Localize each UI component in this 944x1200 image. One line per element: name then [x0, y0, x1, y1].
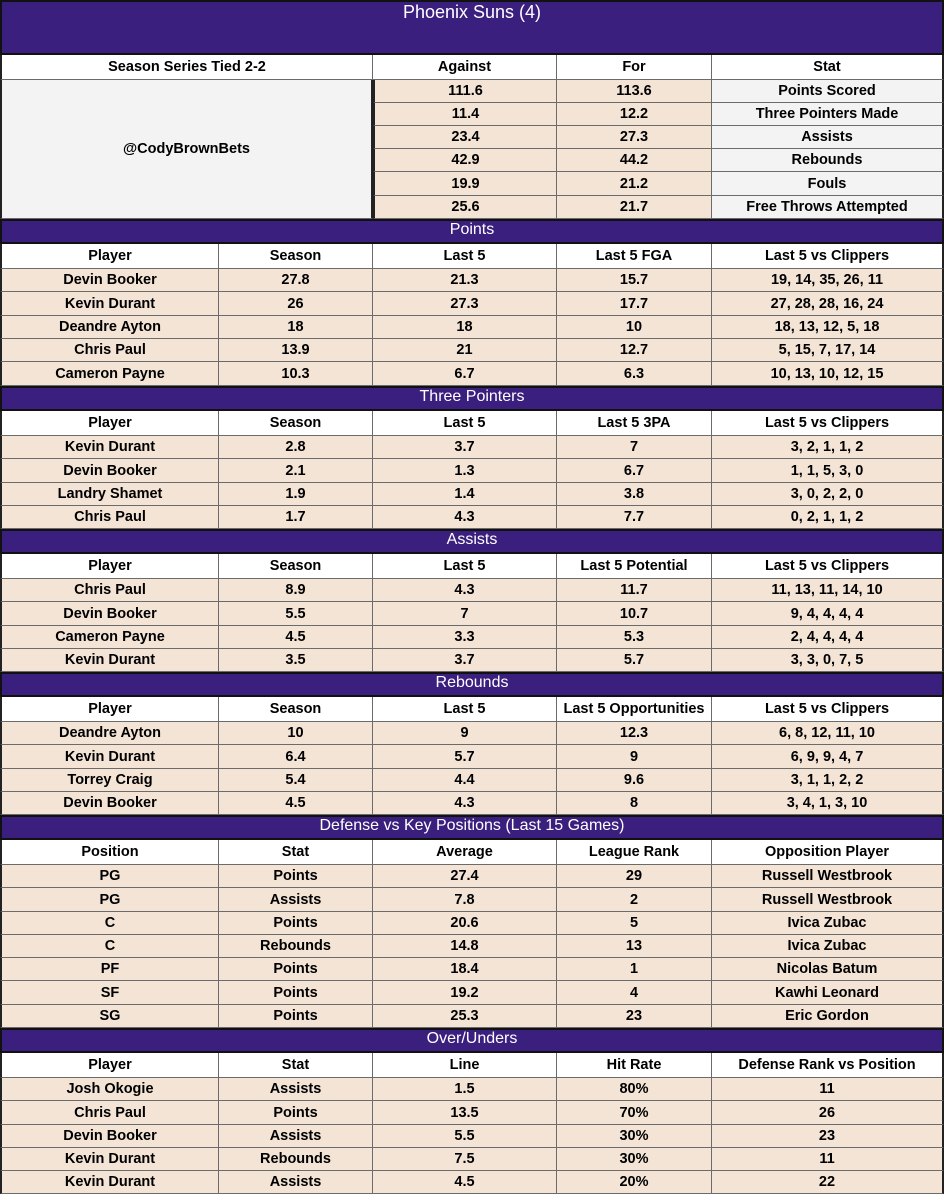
column-header-col-3: Line	[373, 1053, 557, 1078]
table-row	[0, 1148, 944, 1171]
summary-header-row	[0, 55, 944, 80]
table-cell-col-1: Kevin Durant	[0, 436, 219, 459]
column-header-col-3: Last 5	[373, 697, 557, 722]
table-row	[0, 506, 944, 529]
table-cell-col-3: 20.6	[373, 912, 557, 935]
table-cell-col-5: 11, 13, 11, 14, 10	[712, 579, 944, 602]
summary-header-against: Against	[373, 55, 557, 80]
table-cell-col-2: Rebounds	[219, 1148, 373, 1171]
table-cell-col-3: 6.7	[373, 362, 557, 386]
column-header-col-1: Player	[0, 697, 219, 722]
table-row	[0, 339, 944, 362]
table-cell-col-1: Chris Paul	[0, 579, 219, 602]
table-cell-col-2: 4.5	[219, 626, 373, 649]
table-row	[0, 459, 944, 483]
table-cell-col-4: 29	[557, 865, 712, 888]
column-header-col-5: Last 5 vs Clippers	[712, 697, 944, 722]
table-row	[0, 722, 944, 745]
table-cell-col-3: 3.3	[373, 626, 557, 649]
column-header-col-1: Player	[0, 1053, 219, 1078]
table-cell-col-1: Kevin Durant	[0, 1148, 219, 1171]
table-cell-col-2: 4.5	[219, 792, 373, 815]
for-value: 44.2	[557, 149, 712, 172]
summary-row	[373, 126, 944, 149]
table-cell-col-3: 14.8	[373, 935, 557, 958]
column-header-col-4: Hit Rate	[557, 1053, 712, 1078]
column-header-col-3: Last 5	[373, 244, 557, 269]
table-cell-col-1: SF	[0, 981, 219, 1005]
against-value: 111.6	[373, 80, 557, 103]
table-cell-col-3: 9	[373, 722, 557, 745]
table-cell-col-3: 21	[373, 339, 557, 362]
table-row	[0, 292, 944, 316]
section-title: Points	[449, 221, 495, 238]
against-value: 23.4	[373, 126, 557, 149]
table-cell-col-4: 70%	[557, 1101, 712, 1125]
sheet-title-band	[0, 0, 944, 55]
table-cell-col-3: 1.4	[373, 483, 557, 506]
table-cell-col-1: Chris Paul	[0, 339, 219, 362]
summary-header-stat: Stat	[712, 55, 944, 80]
section-header-row	[0, 554, 944, 579]
summary-header-for: For	[557, 55, 712, 80]
stat-name: Points Scored	[712, 80, 944, 103]
table-cell-col-5: 11	[712, 1148, 944, 1171]
column-header-col-1: Player	[0, 554, 219, 579]
table-row	[0, 981, 944, 1005]
stat-name: Three Pointers Made	[712, 103, 944, 126]
section-title: Over/Unders	[426, 1030, 518, 1047]
table-cell-col-4: 5	[557, 912, 712, 935]
table-cell-col-4: 2	[557, 888, 712, 912]
summary-row	[373, 103, 944, 126]
table-cell-col-3: 1.3	[373, 459, 557, 483]
table-cell-col-4: 12.7	[557, 339, 712, 362]
column-header-col-2: Stat	[219, 840, 373, 865]
table-row	[0, 316, 944, 339]
section-title: Rebounds	[435, 674, 509, 691]
table-cell-col-5: Eric Gordon	[712, 1005, 944, 1028]
table-cell-col-5: 0, 2, 1, 1, 2	[712, 506, 944, 529]
column-header-col-4: Last 5 Potential	[557, 554, 712, 579]
against-value: 11.4	[373, 103, 557, 126]
table-cell-col-1: Devin Booker	[0, 602, 219, 626]
table-cell-col-4: 3.8	[557, 483, 712, 506]
table-cell-col-5: 3, 1, 1, 2, 2	[712, 769, 944, 792]
table-cell-col-4: 7	[557, 436, 712, 459]
table-cell-col-2: 26	[219, 292, 373, 316]
table-cell-col-3: 1.5	[373, 1078, 557, 1101]
for-value: 27.3	[557, 126, 712, 149]
summary-block	[0, 80, 944, 219]
table-cell-col-5: 27, 28, 28, 16, 24	[712, 292, 944, 316]
table-cell-col-2: Points	[219, 1005, 373, 1028]
column-header-col-2: Stat	[219, 1053, 373, 1078]
table-row	[0, 579, 944, 602]
section-header-row	[0, 244, 944, 269]
table-cell-col-1: Devin Booker	[0, 269, 219, 292]
table-cell-col-3: 4.4	[373, 769, 557, 792]
table-row	[0, 769, 944, 792]
table-cell-col-2: Assists	[219, 888, 373, 912]
column-header-col-2: Season	[219, 554, 373, 579]
table-cell-col-5: Ivica Zubac	[712, 935, 944, 958]
column-header-col-4: Last 5 FGA	[557, 244, 712, 269]
table-cell-col-3: 4.3	[373, 506, 557, 529]
table-row	[0, 888, 944, 912]
table-cell-col-5: 23	[712, 1125, 944, 1148]
table-cell-col-5: 3, 2, 1, 1, 2	[712, 436, 944, 459]
section-header-row	[0, 840, 944, 865]
summary-header-series: Season Series Tied 2-2	[0, 55, 373, 80]
table-cell-col-2: Points	[219, 1101, 373, 1125]
table-cell-col-5: 3, 0, 2, 2, 0	[712, 483, 944, 506]
stat-name: Assists	[712, 126, 944, 149]
table-cell-col-5: 6, 8, 12, 11, 10	[712, 722, 944, 745]
column-header-col-4: Last 5 Opportunities	[557, 697, 712, 722]
table-cell-col-1: PF	[0, 958, 219, 981]
summary-row	[373, 149, 944, 172]
column-header-col-4: Last 5 3PA	[557, 411, 712, 436]
section-band	[0, 529, 944, 554]
section-band	[0, 672, 944, 697]
table-cell-col-3: 7	[373, 602, 557, 626]
table-cell-col-1: Landry Shamet	[0, 483, 219, 506]
table-cell-col-2: 1.7	[219, 506, 373, 529]
sheet-title: Phoenix Suns (4)	[402, 2, 542, 22]
table-cell-col-3: 4.3	[373, 579, 557, 602]
column-header-col-5: Last 5 vs Clippers	[712, 411, 944, 436]
twitter-handle: @CodyBrownBets	[0, 80, 373, 219]
table-cell-col-1: Torrey Craig	[0, 769, 219, 792]
for-value: 21.7	[557, 196, 712, 219]
table-cell-col-4: 1	[557, 958, 712, 981]
table-cell-col-3: 5.7	[373, 745, 557, 769]
table-cell-col-5: Russell Westbrook	[712, 888, 944, 912]
table-row	[0, 1101, 944, 1125]
section-band	[0, 1028, 944, 1053]
table-cell-col-3: 21.3	[373, 269, 557, 292]
for-value: 113.6	[557, 80, 712, 103]
table-row	[0, 483, 944, 506]
table-row	[0, 865, 944, 888]
table-row	[0, 935, 944, 958]
table-cell-col-1: Chris Paul	[0, 506, 219, 529]
table-row	[0, 792, 944, 815]
table-cell-col-2: Rebounds	[219, 935, 373, 958]
table-cell-col-3: 4.5	[373, 1171, 557, 1194]
table-cell-col-3: 18	[373, 316, 557, 339]
stat-name: Rebounds	[712, 149, 944, 172]
stat-name: Free Throws Attempted	[712, 196, 944, 219]
table-cell-col-2: 5.5	[219, 602, 373, 626]
table-cell-col-1: Deandre Ayton	[0, 316, 219, 339]
table-cell-col-1: SG	[0, 1005, 219, 1028]
table-cell-col-3: 5.5	[373, 1125, 557, 1148]
section-header-row	[0, 1053, 944, 1078]
table-cell-col-1: Devin Booker	[0, 1125, 219, 1148]
column-header-col-1: Player	[0, 244, 219, 269]
against-value: 42.9	[373, 149, 557, 172]
table-cell-col-5: 2, 4, 4, 4, 4	[712, 626, 944, 649]
column-header-col-1: Position	[0, 840, 219, 865]
table-row	[0, 1005, 944, 1028]
table-cell-col-5: 3, 4, 1, 3, 10	[712, 792, 944, 815]
table-cell-col-5: 10, 13, 10, 12, 15	[712, 362, 944, 386]
table-row	[0, 1078, 944, 1101]
table-cell-col-1: Devin Booker	[0, 459, 219, 483]
for-value: 21.2	[557, 172, 712, 196]
table-cell-col-2: 2.1	[219, 459, 373, 483]
table-cell-col-2: Points	[219, 958, 373, 981]
section-header-row	[0, 411, 944, 436]
table-cell-col-4: 5.3	[557, 626, 712, 649]
summary-row	[373, 172, 944, 196]
table-cell-col-1: Kevin Durant	[0, 1171, 219, 1194]
table-cell-col-1: Kevin Durant	[0, 649, 219, 672]
column-header-col-5: Last 5 vs Clippers	[712, 244, 944, 269]
table-cell-col-2: 5.4	[219, 769, 373, 792]
table-cell-col-3: 3.7	[373, 436, 557, 459]
table-cell-col-1: Chris Paul	[0, 1101, 219, 1125]
for-value: 12.2	[557, 103, 712, 126]
table-cell-col-2: Points	[219, 981, 373, 1005]
table-cell-col-2: Points	[219, 912, 373, 935]
table-cell-col-4: 80%	[557, 1078, 712, 1101]
table-cell-col-5: 3, 3, 0, 7, 5	[712, 649, 944, 672]
table-cell-col-3: 3.7	[373, 649, 557, 672]
section-title: Defense vs Key Positions (Last 15 Games)	[319, 817, 625, 834]
table-cell-col-5: Nicolas Batum	[712, 958, 944, 981]
section-title: Assists	[446, 531, 498, 548]
table-cell-col-1: Kevin Durant	[0, 292, 219, 316]
table-cell-col-4: 30%	[557, 1148, 712, 1171]
table-cell-col-4: 12.3	[557, 722, 712, 745]
table-cell-col-4: 20%	[557, 1171, 712, 1194]
table-row	[0, 436, 944, 459]
table-row	[0, 1125, 944, 1148]
table-cell-col-5: 11	[712, 1078, 944, 1101]
table-cell-col-5: 18, 13, 12, 5, 18	[712, 316, 944, 339]
table-cell-col-4: 30%	[557, 1125, 712, 1148]
stat-name: Fouls	[712, 172, 944, 196]
table-cell-col-3: 18.4	[373, 958, 557, 981]
column-header-col-2: Season	[219, 697, 373, 722]
section-band	[0, 219, 944, 244]
table-cell-col-4: 9.6	[557, 769, 712, 792]
table-cell-col-3: 27.4	[373, 865, 557, 888]
table-cell-col-3: 27.3	[373, 292, 557, 316]
table-cell-col-2: 6.4	[219, 745, 373, 769]
column-header-col-1: Player	[0, 411, 219, 436]
table-cell-col-3: 7.5	[373, 1148, 557, 1171]
table-cell-col-4: 10	[557, 316, 712, 339]
table-cell-col-4: 17.7	[557, 292, 712, 316]
table-cell-col-4: 23	[557, 1005, 712, 1028]
table-cell-col-4: 6.3	[557, 362, 712, 386]
table-cell-col-5: 22	[712, 1171, 944, 1194]
table-cell-col-4: 8	[557, 792, 712, 815]
table-row	[0, 912, 944, 935]
column-header-col-5: Last 5 vs Clippers	[712, 554, 944, 579]
table-cell-col-4: 15.7	[557, 269, 712, 292]
table-cell-col-1: PG	[0, 888, 219, 912]
table-cell-col-1: PG	[0, 865, 219, 888]
table-row	[0, 626, 944, 649]
table-row	[0, 745, 944, 769]
table-cell-col-4: 11.7	[557, 579, 712, 602]
table-cell-col-1: C	[0, 912, 219, 935]
table-cell-col-1: Josh Okogie	[0, 1078, 219, 1101]
table-cell-col-5: 5, 15, 7, 17, 14	[712, 339, 944, 362]
table-cell-col-2: 2.8	[219, 436, 373, 459]
against-value: 19.9	[373, 172, 557, 196]
section-band	[0, 386, 944, 411]
section-header-row	[0, 697, 944, 722]
column-header-col-5: Defense Rank vs Position	[712, 1053, 944, 1078]
summary-row	[373, 196, 944, 219]
table-row	[0, 269, 944, 292]
table-cell-col-2: 1.9	[219, 483, 373, 506]
table-cell-col-2: 10	[219, 722, 373, 745]
column-header-col-5: Opposition Player	[712, 840, 944, 865]
table-cell-col-1: Cameron Payne	[0, 626, 219, 649]
table-row	[0, 362, 944, 386]
table-cell-col-2: 13.9	[219, 339, 373, 362]
table-cell-col-4: 6.7	[557, 459, 712, 483]
table-cell-col-2: 8.9	[219, 579, 373, 602]
table-cell-col-2: 3.5	[219, 649, 373, 672]
table-cell-col-3: 19.2	[373, 981, 557, 1005]
table-cell-col-5: 19, 14, 35, 26, 11	[712, 269, 944, 292]
table-cell-col-4: 5.7	[557, 649, 712, 672]
table-row	[0, 602, 944, 626]
table-cell-col-4: 10.7	[557, 602, 712, 626]
table-cell-col-5: Kawhi Leonard	[712, 981, 944, 1005]
section-title: Three Pointers	[419, 388, 525, 405]
section-band	[0, 815, 944, 840]
table-cell-col-4: 7.7	[557, 506, 712, 529]
table-row	[0, 649, 944, 672]
against-value: 25.6	[373, 196, 557, 219]
table-cell-col-1: Deandre Ayton	[0, 722, 219, 745]
table-cell-col-4: 9	[557, 745, 712, 769]
table-cell-col-2: Assists	[219, 1078, 373, 1101]
table-cell-col-2: Assists	[219, 1125, 373, 1148]
table-cell-col-1: Cameron Payne	[0, 362, 219, 386]
table-cell-col-1: C	[0, 935, 219, 958]
summary-row	[373, 80, 944, 103]
table-cell-col-5: Russell Westbrook	[712, 865, 944, 888]
table-row	[0, 958, 944, 981]
column-header-col-2: Season	[219, 244, 373, 269]
table-cell-col-5: Ivica Zubac	[712, 912, 944, 935]
table-cell-col-2: 18	[219, 316, 373, 339]
table-cell-col-1: Devin Booker	[0, 792, 219, 815]
table-cell-col-3: 7.8	[373, 888, 557, 912]
table-cell-col-3: 25.3	[373, 1005, 557, 1028]
table-cell-col-5: 1, 1, 5, 3, 0	[712, 459, 944, 483]
column-header-col-2: Season	[219, 411, 373, 436]
column-header-col-4: League Rank	[557, 840, 712, 865]
table-cell-col-5: 6, 9, 9, 4, 7	[712, 745, 944, 769]
table-row	[0, 1171, 944, 1194]
table-cell-col-3: 4.3	[373, 792, 557, 815]
table-cell-col-2: 10.3	[219, 362, 373, 386]
table-cell-col-1: Kevin Durant	[0, 745, 219, 769]
table-cell-col-5: 9, 4, 4, 4, 4	[712, 602, 944, 626]
table-cell-col-5: 26	[712, 1101, 944, 1125]
table-cell-col-2: Assists	[219, 1171, 373, 1194]
table-cell-col-4: 13	[557, 935, 712, 958]
column-header-col-3: Last 5	[373, 411, 557, 436]
table-cell-col-2: 27.8	[219, 269, 373, 292]
table-cell-col-2: Points	[219, 865, 373, 888]
table-cell-col-3: 13.5	[373, 1101, 557, 1125]
table-cell-col-4: 4	[557, 981, 712, 1005]
column-header-col-3: Average	[373, 840, 557, 865]
column-header-col-3: Last 5	[373, 554, 557, 579]
